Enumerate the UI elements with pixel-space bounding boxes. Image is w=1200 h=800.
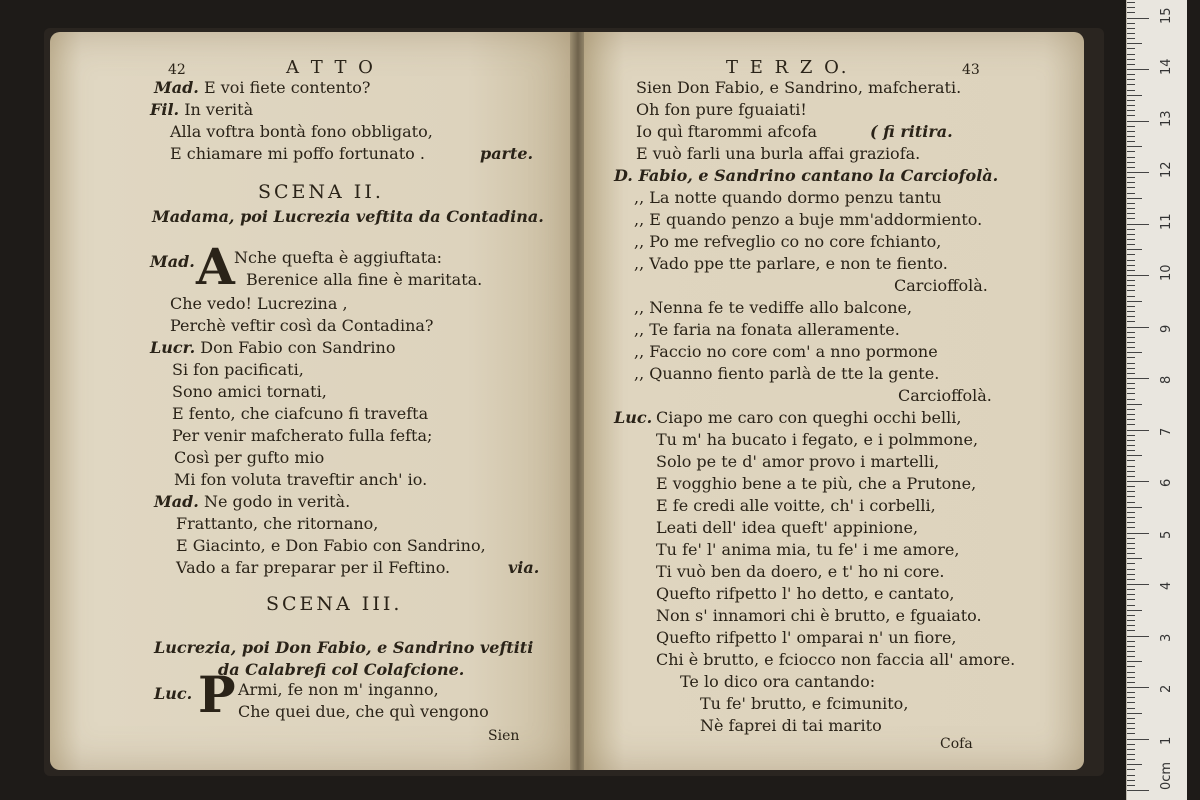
verse-line: Frattanto, che ritornano, [176, 514, 379, 533]
ruler-tick [1127, 486, 1135, 487]
ruler-tick [1127, 543, 1135, 544]
ruler-tick [1127, 357, 1135, 358]
stage-direction: D. Fabio, e Sandrino cantano la Carciofolà. [614, 166, 999, 185]
verse-line: ,, Po me refveglio co no core fchianto, [634, 232, 942, 251]
ruler-tick [1127, 414, 1135, 415]
ruler-tick [1127, 430, 1149, 431]
ruler-number: 6 [1159, 478, 1174, 487]
ruler-tick [1127, 404, 1142, 405]
ruler-tick [1127, 2, 1135, 3]
speaker: Mad. [150, 252, 195, 271]
verse-line: Oh fon pure fguaiati! [636, 100, 807, 119]
verse-line: E fe credi alle voitte, ch' i corbelli, [656, 496, 936, 515]
page-number: 43 [962, 62, 980, 78]
ruler-tick [1127, 769, 1135, 770]
ruler-tick [1127, 682, 1135, 683]
ruler-number: 12 [1159, 161, 1174, 178]
speaker: Luc. [154, 684, 193, 703]
ruler-tick [1127, 239, 1135, 240]
ruler-tick [1127, 373, 1135, 374]
ruler-tick [1127, 749, 1135, 750]
ruler-tick [1127, 347, 1135, 348]
scene-title: SCENA II. [258, 181, 384, 203]
ruler-tick [1127, 203, 1135, 204]
ruler-tick [1127, 311, 1135, 312]
verse-line: Mad. E voi fiete contento? [154, 78, 371, 97]
ruler-tick [1127, 517, 1135, 518]
ruler-tick [1127, 574, 1135, 575]
ruler-tick [1127, 23, 1135, 24]
ruler-tick [1127, 780, 1135, 781]
ruler-tick [1127, 290, 1135, 291]
ruler-tick [1127, 409, 1135, 410]
left-page [50, 32, 572, 770]
verse-line: Mad. Ne godo in verità. [154, 492, 351, 511]
ruler-number: 0cm [1159, 761, 1174, 790]
ruler-tick [1127, 59, 1135, 60]
drop-capital: A [196, 237, 235, 296]
ruler-tick [1127, 512, 1135, 513]
verse-line: Alla voftra bontà fono obbligato, [170, 122, 433, 141]
ruler-tick [1127, 527, 1135, 528]
ruler-tick [1127, 285, 1135, 286]
ruler-tick [1127, 702, 1135, 703]
ruler-tick [1127, 630, 1135, 631]
ruler-tick [1127, 589, 1135, 590]
running-head: T E R Z O. [726, 57, 850, 78]
ruler-tick [1127, 244, 1135, 245]
ruler-tick [1127, 533, 1149, 534]
ruler-tick [1127, 733, 1135, 734]
ruler-tick [1127, 167, 1135, 168]
ruler-tick [1127, 229, 1135, 230]
ruler-tick [1127, 64, 1135, 65]
drop-capital: P [198, 665, 236, 724]
ruler-number: 11 [1159, 212, 1174, 230]
measuring-ruler [1126, 0, 1187, 800]
ruler-tick [1127, 182, 1135, 183]
ruler-tick [1127, 677, 1135, 678]
ruler-tick [1127, 368, 1135, 369]
ruler-tick [1127, 739, 1149, 740]
ruler-tick [1127, 687, 1149, 688]
ruler-tick [1127, 661, 1142, 662]
stage-aside: via. [508, 558, 540, 577]
ruler-number: 15 [1159, 6, 1174, 24]
ruler-tick [1127, 54, 1135, 55]
verse-line: Berenice alla fine è maritata. [246, 270, 483, 289]
ruler-tick [1127, 435, 1135, 436]
ruler-tick [1127, 656, 1135, 657]
ruler-tick [1127, 471, 1135, 472]
verse-line: Così per gufto mio [174, 448, 325, 467]
ruler-tick [1127, 234, 1135, 235]
ruler-tick [1127, 187, 1135, 188]
ruler-number: 7 [1159, 427, 1174, 436]
ruler-tick [1127, 352, 1142, 353]
ruler-tick [1127, 548, 1135, 549]
ruler-tick [1127, 84, 1135, 85]
ruler-number: 4 [1159, 581, 1174, 590]
ruler-tick [1127, 110, 1135, 111]
ruler-tick [1127, 115, 1135, 116]
ruler-tick [1127, 625, 1135, 626]
ruler-tick [1127, 672, 1135, 673]
ruler-tick [1127, 424, 1135, 425]
ruler-tick [1127, 327, 1149, 328]
ruler-tick [1127, 502, 1135, 503]
ruler-tick [1127, 28, 1135, 29]
verse-line: ,, Faccio no core com' a nno pormone [634, 342, 938, 361]
verse-line: Quefto rifpetto l' ho detto, e cantato, [656, 584, 955, 603]
ruler-tick [1127, 332, 1135, 333]
ruler-tick [1127, 151, 1135, 152]
stage-aside: ( fi ritira. [870, 122, 953, 141]
ruler-tick [1127, 399, 1135, 400]
verse-line: Lucr. Don Fabio con Sandrino [150, 338, 396, 357]
ruler-tick [1127, 306, 1135, 307]
ruler-tick [1127, 759, 1135, 760]
ruler-tick [1127, 213, 1135, 214]
verse-line: Che quei due, che quì vengono [238, 702, 489, 721]
ruler-tick [1127, 388, 1135, 389]
verse-line: ,, E quando penzo a buje mm'addormiento. [634, 210, 983, 229]
verse-line: Io quì ftarommi afcofa [636, 122, 818, 141]
ruler-tick [1127, 157, 1135, 158]
verse-line: Si fon pacificati, [172, 360, 304, 379]
ruler-tick [1127, 718, 1135, 719]
ruler-tick [1127, 7, 1135, 8]
scene-cast: Madama, poi Lucrezia veftita da Contadina. [152, 207, 544, 226]
scene-cast: da Calabrefi col Colafcione. [218, 660, 465, 679]
verse-line: Leati dell' idea queft' appinione, [656, 518, 919, 537]
ruler-tick [1127, 553, 1135, 554]
stage-aside: parte. [480, 144, 534, 163]
ruler-tick [1127, 522, 1135, 523]
ruler-tick [1127, 594, 1135, 595]
verse-line: Perchè veftir così da Contadina? [170, 316, 434, 335]
verse-line: ,, Nenna fe te vediffe allo balcone, [634, 298, 913, 317]
ruler-tick [1127, 69, 1149, 70]
ruler-tick [1127, 538, 1135, 539]
verse-line: Non s' innamori chi è brutto, e fguaiato. [656, 606, 982, 625]
verse-line: ,, Vado ppe tte parlare, e non te fiento. [634, 254, 948, 273]
ruler-tick [1127, 265, 1135, 266]
ruler-tick [1127, 476, 1135, 477]
verse-line: ,, Quanno fiento parlà de tte la gente. [634, 364, 940, 383]
ruler-tick [1127, 141, 1135, 142]
ruler-number: 2 [1159, 684, 1174, 693]
ruler-tick [1127, 38, 1135, 39]
ruler-tick [1127, 378, 1149, 379]
ruler-tick [1127, 249, 1142, 250]
ruler-tick [1127, 43, 1142, 44]
ruler-tick [1127, 79, 1135, 80]
verse-line: Fil. In verità [150, 100, 254, 119]
ruler-tick [1127, 316, 1135, 317]
ruler-tick [1127, 12, 1135, 13]
ruler-tick [1127, 569, 1135, 570]
ruler-tick [1127, 610, 1142, 611]
ruler-tick [1127, 491, 1135, 492]
ruler-tick [1127, 260, 1135, 261]
ruler-tick [1127, 692, 1135, 693]
verse-line: E fento, che ciafcuno fi travefta [172, 404, 429, 423]
verse-line: ,, La notte quando dormo penzu tantu [634, 188, 942, 207]
ruler-tick [1127, 713, 1142, 714]
verse-line: Tu fe' l' anima mia, tu fe' i me amore, [656, 540, 960, 559]
ruler-number: 1 [1159, 736, 1174, 745]
ruler-tick [1127, 208, 1135, 209]
refrain: Carcioffolà. [898, 386, 992, 405]
right-page [584, 32, 1084, 770]
ruler-tick [1127, 666, 1135, 667]
ruler-tick [1127, 218, 1135, 219]
verse-line: Sono amici tornati, [172, 382, 327, 401]
ruler-tick [1127, 177, 1135, 178]
ruler-tick [1127, 95, 1142, 96]
verse-line: Per venir mafcherato fulla fefta; [172, 426, 433, 445]
ruler-tick [1127, 445, 1135, 446]
verse-line: E Giacinto, e Don Fabio con Sandrino, [176, 536, 486, 555]
ruler-tick [1127, 18, 1149, 19]
ruler-tick [1127, 466, 1135, 467]
ruler-tick [1127, 105, 1135, 106]
ruler-tick [1127, 641, 1135, 642]
refrain: Carcioffolà. [894, 276, 988, 295]
ruler-number: 5 [1159, 530, 1174, 539]
ruler-tick [1127, 172, 1149, 173]
page-number: 42 [168, 62, 186, 78]
verse-line: Vado a far preparar per il Feftino. [176, 558, 451, 577]
ruler-tick [1127, 136, 1135, 137]
ruler-number: 10 [1159, 264, 1174, 281]
ruler-tick [1127, 321, 1135, 322]
ruler-tick [1127, 198, 1142, 199]
ruler-tick [1127, 636, 1149, 637]
ruler-number: 14 [1159, 58, 1174, 75]
ruler-tick [1127, 383, 1135, 384]
ruler-tick [1127, 455, 1142, 456]
verse-line: Mi fon voluta traveftir anch' io. [174, 470, 428, 489]
verse-line: Che vedo! Lucrezina , [170, 294, 348, 313]
ruler-tick [1127, 785, 1135, 786]
scene-cast: Lucrezia, poi Don Fabio, e Sandrino veftiti [154, 638, 534, 657]
ruler-number: 13 [1159, 109, 1174, 127]
verse-line: Solo pe te d' amor provo i martelli, [656, 452, 940, 471]
verse-line: E chiamare mi poffo fortunato . [170, 144, 425, 163]
ruler-tick [1127, 393, 1135, 394]
running-head: A T T O [286, 57, 376, 78]
verse-line: Tu fe' brutto, e fcimunito, [700, 694, 909, 713]
ruler-tick [1127, 224, 1149, 225]
catchword: Cofa [940, 736, 973, 752]
ruler-number: 9 [1159, 324, 1174, 333]
ruler-tick [1127, 584, 1149, 585]
ruler-tick [1127, 254, 1135, 255]
ruler-tick [1127, 296, 1135, 297]
ruler-tick [1127, 728, 1135, 729]
ruler-tick [1127, 599, 1135, 600]
ruler-tick [1127, 337, 1135, 338]
verse-line: Nè faprei di tai marito [700, 716, 882, 735]
ruler-tick [1127, 48, 1135, 49]
ruler-number: 8 [1159, 375, 1174, 384]
ruler-tick [1127, 121, 1149, 122]
verse-line: Tu m' ha bucato i fegato, e i polmmone, [656, 430, 979, 449]
ruler-tick [1127, 126, 1135, 127]
ruler-tick [1127, 460, 1135, 461]
verse-line: Ciapo me caro con queghi occhi belli, [656, 408, 962, 427]
ruler-tick [1127, 146, 1142, 147]
ruler-tick [1127, 754, 1135, 755]
ruler-tick [1127, 74, 1135, 75]
ruler-tick [1127, 270, 1135, 271]
ruler-tick [1127, 605, 1135, 606]
ruler-tick [1127, 651, 1135, 652]
ruler-tick [1127, 301, 1142, 302]
ruler-tick [1127, 563, 1135, 564]
ruler-tick [1127, 615, 1135, 616]
ruler-tick [1127, 90, 1135, 91]
ruler-tick [1127, 764, 1142, 765]
ruler-tick [1127, 33, 1135, 34]
ruler-tick [1127, 775, 1135, 776]
ruler-tick [1127, 646, 1135, 647]
ruler-tick [1127, 697, 1135, 698]
ruler-tick [1127, 744, 1135, 745]
ruler-tick [1127, 162, 1135, 163]
ruler-number: 3 [1159, 633, 1174, 642]
verse-line: E vuò farli una burla affai graziofa. [636, 144, 921, 163]
ruler-tick [1127, 496, 1135, 497]
verse-line: E vogghio bene a te più, che a Prutone, [656, 474, 977, 493]
verse-line: Nche quefta è aggiuftata: [234, 248, 443, 267]
verse-line: Armi, fe non m' inganno, [238, 680, 439, 699]
ruler-tick [1127, 100, 1135, 101]
verse-line: Te lo dico ora cantando: [680, 672, 876, 691]
ruler-tick [1127, 558, 1142, 559]
ruler-tick [1127, 419, 1135, 420]
ruler-tick [1127, 363, 1135, 364]
ruler-tick [1127, 275, 1149, 276]
ruler-tick [1127, 440, 1135, 441]
ruler-tick [1127, 131, 1135, 132]
scene-title: SCENA III. [266, 593, 403, 615]
ruler-tick [1127, 620, 1135, 621]
ruler-tick [1127, 193, 1135, 194]
verse-line: Ti vuò ben da doero, e t' ho ni core. [656, 562, 945, 581]
ruler-tick [1127, 579, 1135, 580]
verse-line: ,, Te faria na fonata alleramente. [634, 320, 900, 339]
verse-line: Sien Don Fabio, e Sandrino, mafcherati. [636, 78, 962, 97]
ruler-tick [1127, 481, 1149, 482]
ruler-tick [1127, 790, 1149, 791]
verse-line: Chi è brutto, e fcioccо non faccia all' amore. [656, 650, 1016, 669]
ruler-tick [1127, 280, 1135, 281]
ruler-tick [1127, 507, 1142, 508]
catchword: Sien [488, 728, 520, 744]
speaker: Luc. [614, 408, 653, 427]
ruler-tick [1127, 723, 1135, 724]
ruler-tick [1127, 708, 1135, 709]
ruler-tick [1127, 450, 1135, 451]
verse-line: Quefto rifpetto l' omparai n' un fiore, [656, 628, 957, 647]
ruler-tick [1127, 342, 1135, 343]
